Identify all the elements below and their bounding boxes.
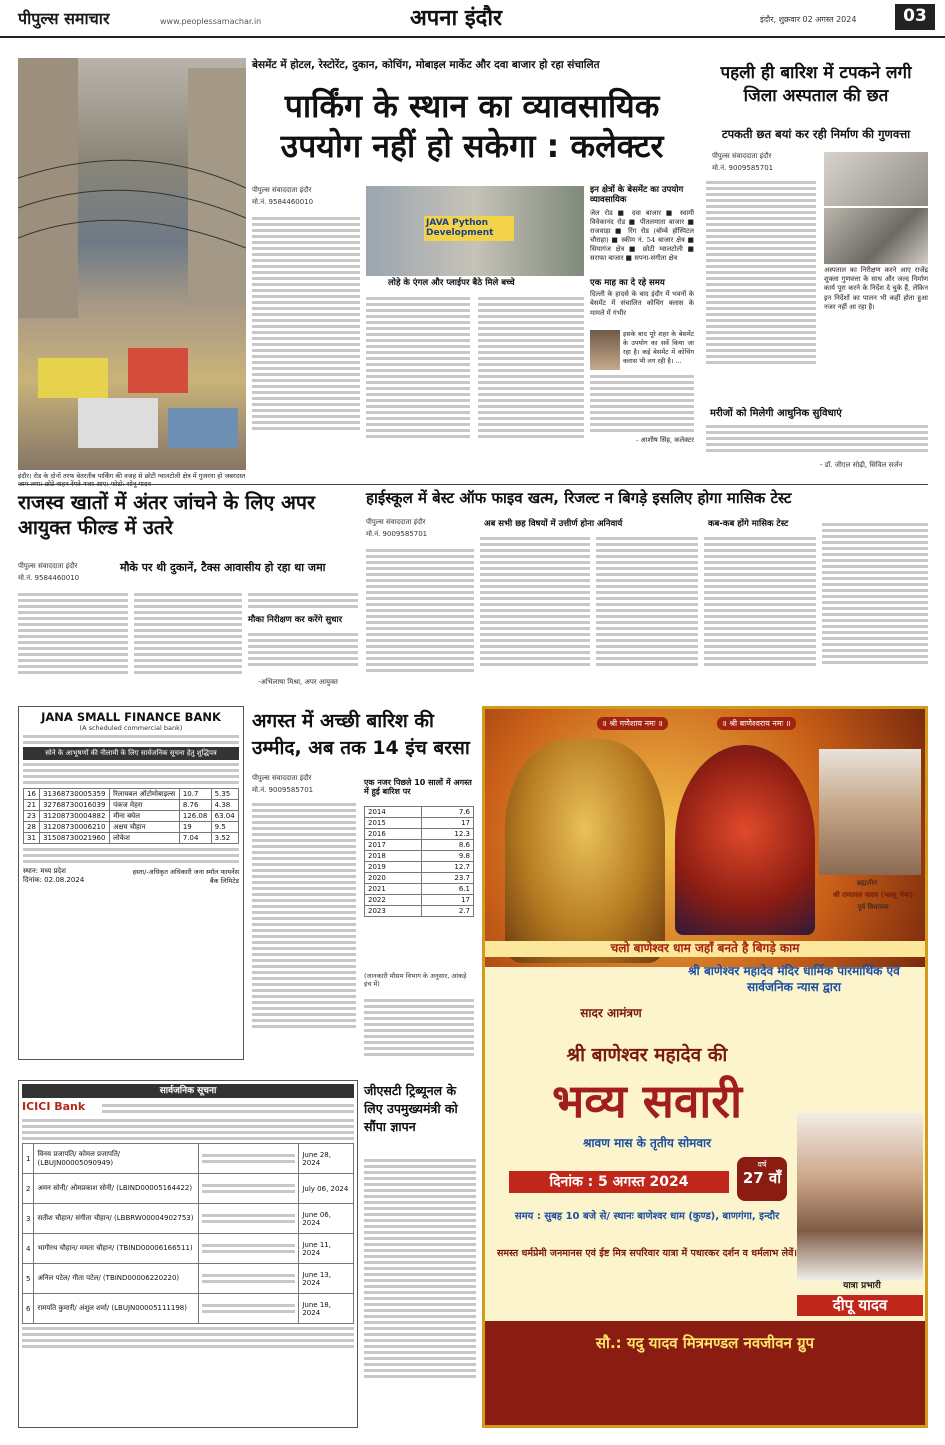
rain-row	[365, 884, 474, 895]
gst-headline: जीएसटी ट्रिब्यूनल के लिए उपमुख्यमंत्री को सौंपा ज्ञापन	[364, 1083, 458, 1135]
collector-quote: इसके बाद पूरे शहर के बेसमेंट के उपयोग का सर्वे किया जा रहा है। कई बेसमेंट में कोचिंग क्लास भी लग रही है। ...	[623, 330, 694, 365]
ad-footer: सौ.: यदु यादव मित्रमण्डल नवजीवन ग्रुप	[485, 1321, 925, 1425]
ad-year-label: वर्ष	[757, 1160, 767, 1169]
icici-address	[102, 1101, 354, 1116]
traffic-photo-caption: इंदौर। रोड के दोनों तरफ बेतरतीब पार्किंग की वजह से छोटी ग्वालटोली क्षेत्र में गुजरना हो जबरदस्त	[18, 472, 246, 480]
collector-photo	[590, 330, 620, 370]
revenue-col1	[18, 590, 128, 688]
top-story-phone: मो.नं. 9584460010	[252, 198, 314, 206]
rain-row	[365, 851, 474, 862]
jana-name: रिलायबल ऑटोमोबाइल्स	[110, 789, 180, 800]
coaching-photo-caption: लोहे के एंगल और प्लाईपर बैठे मिले बच्चे	[388, 278, 515, 288]
sidebar-quote-body	[590, 372, 694, 436]
jana-name: पंकज मेहरा	[110, 800, 180, 811]
revenue-col3-top	[248, 590, 358, 612]
jana-table	[23, 788, 239, 844]
ad-year-badge	[737, 1157, 787, 1201]
icici-footer-text	[22, 1327, 354, 1348]
jana-no: 31	[24, 833, 40, 844]
jana-place: स्थान: मध्य प्रदेश	[23, 867, 66, 876]
icici-property	[199, 1204, 299, 1234]
icici-borrower: भागीरथ चौहान/ ममता चौहान/ (TBIND00006166511)	[34, 1234, 199, 1264]
icici-sno: 1	[23, 1144, 34, 1174]
icici-date: June 18, 2024	[299, 1294, 354, 1324]
school-col1	[366, 546, 474, 700]
rain-value: 8.6	[422, 840, 474, 851]
top-story-col3	[478, 294, 584, 470]
rain-year: 2021	[365, 884, 422, 895]
coaching-photo	[366, 186, 584, 276]
jana-name: अक्षय चौहान	[110, 822, 180, 833]
icici-borrower: सतीश चौहान/ संगीता चौहान/ (LBBRW00004902753)	[34, 1204, 199, 1234]
rain-year: 2023	[365, 906, 422, 917]
revenue-inset-title: मौका निरीक्षण कर करेंगे सुधार	[248, 615, 343, 625]
jana-notice-title: सोने के आभूषणों की नीलामी के लिए सार्वजनिक सूचना हेतु शुद्धिपत्र	[23, 747, 239, 760]
rain-table-title: एक नजर पिछले 10 सालों में अगस्त में हुई बारिश पर	[364, 778, 472, 797]
gst-text	[364, 1156, 476, 1428]
jana-bank-notice	[18, 706, 244, 1060]
revenue-headline: राजस्व खातों में अंतर जांचने के लिए अपर आयुक्त फील्ड में उतरे	[18, 491, 315, 540]
icici-notice	[18, 1080, 358, 1428]
jana-row	[24, 811, 239, 822]
procession-ad	[482, 706, 928, 1428]
rain-value: 7.6	[422, 807, 474, 818]
rain-byline: पीपुल्स संवाददाता इंदौर	[252, 774, 312, 782]
icici-title: सार्वजनिक सूचना	[22, 1084, 354, 1098]
ad-year: 27 वाँ	[742, 1169, 782, 1187]
icici-logo: ICICI Bank	[22, 1100, 86, 1114]
jana-gross: 126.08	[179, 811, 211, 822]
ad-deity-image	[675, 745, 815, 935]
icici-property	[199, 1264, 299, 1294]
separator-1	[18, 484, 928, 485]
icici-sno: 3	[23, 1204, 34, 1234]
revenue-phone: मो.नं. 9584460010	[18, 574, 80, 582]
rain-year: 2019	[365, 862, 422, 873]
traffic-photo	[18, 58, 246, 470]
rain-year: 2014	[365, 807, 422, 818]
icici-row	[23, 1264, 354, 1294]
rain-value: 17	[422, 818, 474, 829]
rain-value: 12.7	[422, 862, 474, 873]
icici-sno: 5	[23, 1264, 34, 1294]
rain-year: 2016	[365, 829, 422, 840]
jana-no: 23	[24, 811, 40, 822]
rain-row	[365, 840, 474, 851]
ad-person1-name: श्री रामलाल यादव (भल्लू भैया)	[832, 891, 914, 899]
rain-row	[365, 807, 474, 818]
ad-title-1: श्री बाणेश्वर महादेव की	[566, 1044, 728, 1066]
jana-row	[24, 789, 239, 800]
top-story-kicker: बेसमेंट में होटल, रेस्टोरेंट, दुकान, कोचिंग, मोबाइल मार्केट और दवा बाजार हो रहा संचालित	[252, 59, 600, 71]
hospital-headline: पहली ही बारिश में टपकने लगी जिला अस्पताल की छत	[720, 63, 912, 106]
rain-year: 2020	[365, 873, 422, 884]
top-story-sidebar	[590, 186, 694, 470]
icici-row	[23, 1144, 354, 1174]
jana-acct: 31368730005359	[40, 789, 110, 800]
jana-date: दिनांक: 02.08.2024	[23, 876, 85, 885]
rain-value: 17	[422, 895, 474, 906]
section-title: अपना इंदौर	[410, 6, 503, 31]
jana-bank-sub: (A scheduled commercial bank)	[79, 724, 183, 733]
ad-title-2: भव्य सवारी	[551, 1074, 743, 1128]
rain-headline: अगस्त में अच्छी बारिश की उम्मीद, अब तक 14 इंच बरसा	[252, 710, 470, 759]
hospital-photo-1	[824, 152, 928, 206]
jana-net: 9.5	[211, 822, 238, 833]
school-col-last	[822, 520, 928, 700]
ad-saadar: सादर आमंत्रण	[580, 1006, 642, 1020]
jana-acct: 32768730016039	[40, 800, 110, 811]
jana-no: 16	[24, 789, 40, 800]
top-story-col2	[366, 294, 470, 470]
ad-invite: समस्त धर्मप्रेमी जनमानस एवं ईष्ट मित्र सपरिवार यात्रा में पधारकर दर्शन व धर्मलाभ लेवें।	[497, 1248, 797, 1259]
icici-property	[199, 1234, 299, 1264]
rain-value: 12.3	[422, 829, 474, 840]
hospital-photo-caption: अस्पताल का निरीक्षण करने आए राजेंद्र शुक्ला गुणवत्ता के साथ और जल्द निर्माण कार्य पूरा करने के निर्देश दे चुके हैं, लेकिन इन निर्देशों का पालन भी कहीं होता हुआ नजर नहीं आ रहा है।	[824, 266, 928, 311]
rain-value: 6.1	[422, 884, 474, 895]
jana-notice-text	[23, 763, 239, 784]
paper-logo: पीपुल्स समाचार	[18, 9, 110, 28]
icici-sno: 2	[23, 1174, 34, 1204]
rain-row	[365, 873, 474, 884]
rain-row	[365, 862, 474, 873]
top-story-byline: पीपुल्स संवाददाता इंदौर	[252, 186, 312, 194]
icici-table	[22, 1143, 354, 1324]
jana-acct: 31508730021960	[40, 833, 110, 844]
jana-sign: हस्ता/-अधिकृत अधिकारी जना स्मॉल फायनेंस बैंक लिमिटेड	[132, 868, 239, 886]
icici-date: June 06, 2024	[299, 1204, 354, 1234]
jana-acct: 31208730006210	[40, 822, 110, 833]
jana-row	[24, 800, 239, 811]
rain-year: 2017	[365, 840, 422, 851]
traffic-scene	[18, 58, 246, 470]
hospital-box-text	[706, 422, 928, 460]
masthead	[0, 0, 945, 38]
rain-table-note: (जानकारी मौसम विभाग के अनुसार, आंकड़े इंच में)	[364, 972, 467, 989]
jana-no: 21	[24, 800, 40, 811]
icici-sno: 4	[23, 1234, 34, 1264]
rain-value: 2.7	[422, 906, 474, 917]
icici-row	[23, 1204, 354, 1234]
hospital-byline: पीपुल्स संवाददाता इंदौर	[712, 152, 772, 160]
rain-value: 9.8	[422, 851, 474, 862]
ad-trust: श्री बाणेश्वर महादेव मंदिर धार्मिक पारमार्थिक एवं सार्वजनिक न्यास द्वारा	[688, 964, 900, 995]
icici-property	[199, 1294, 299, 1324]
sidebar-text: जेल रोड ■ दवा बाजार ■ स्वामी विवेकानंद रोड ■ पीतलमाता बाजार ■ राजवाड़ा ■ रिंग रोड (बॉम्बे हॉस्पिटल चौराहा) ■ स्कीम नं. 54 बाजार क्षेत्र ■ सियागंज क्षेत्र ■ छोटी ग्वालटोली ■ सराफा बाजार ■ सपना-संगीता क्षेत्र	[590, 208, 694, 263]
jana-net: 63.04	[211, 811, 238, 822]
jana-acct: 31208730004882	[40, 811, 110, 822]
icici-date: June 28, 2024	[299, 1144, 354, 1174]
jana-net: 4.38	[211, 800, 238, 811]
icici-date: June 13, 2024	[299, 1264, 354, 1294]
rain-row	[365, 829, 474, 840]
rain-col2	[364, 996, 474, 1076]
school-box2-text	[704, 534, 816, 700]
hospital-phone: मो.नं. 9009585701	[712, 164, 774, 172]
top-story-col1	[252, 214, 360, 470]
rain-row	[365, 818, 474, 829]
rain-col1	[252, 800, 356, 1076]
jana-gross: 7.04	[179, 833, 211, 844]
icici-sno: 6	[23, 1294, 34, 1324]
icici-row	[23, 1234, 354, 1264]
coaching-sign: JAVA Python Development	[424, 216, 514, 241]
rain-row	[365, 906, 474, 917]
rain-phone: मो.नं. 9009585701	[252, 786, 314, 794]
jana-net: 3.52	[211, 833, 238, 844]
ad-invocation-1: ॥ श्री गणेशाय नमः ॥	[597, 717, 668, 730]
hospital-box-author: - डॉ. जीएल सोढ़ी, सिविल सर्जन	[820, 461, 903, 469]
icici-borrower: अमन सोनी/ ओमप्रकाश सोनी/ (LBIND00005164422)	[34, 1174, 199, 1204]
ad-subtitle: श्रावण मास के तृतीय सोमवार	[582, 1136, 712, 1150]
page-number: 03	[895, 4, 935, 30]
jana-gross: 8.76	[179, 800, 211, 811]
dateline: इंदौर, शुक्रवार 02 अगस्त 2024	[760, 15, 857, 24]
school-headline: हाईस्कूल में बेस्ट ऑफ फाइव खत्म, रिजल्ट न बिगड़े इसलिए होगा मासिक टेस्ट	[366, 489, 792, 507]
rain-year: 2022	[365, 895, 422, 906]
rain-year: 2015	[365, 818, 422, 829]
ad-person2-photo	[797, 1113, 923, 1281]
school-byline: पीपुल्स संवाददाता इंदौर	[366, 518, 426, 526]
icici-date: June 11, 2024	[299, 1234, 354, 1264]
ad-incharge-name: दीपू यादव	[797, 1295, 923, 1316]
rain-year: 2018	[365, 851, 422, 862]
sidebar-title: इन क्षेत्रों के बेसमेंट का उपयोग व्यावसायिक	[590, 185, 684, 205]
jana-footer-text	[23, 848, 239, 863]
revenue-subhead: मौके पर थी दुकानें, टैक्स आवासीय हो रहा था जमा	[120, 561, 326, 574]
paper-url[interactable]: www.peoplessamachar.in	[160, 17, 262, 26]
ad-incharge-label: यात्रा प्रभारी	[843, 1281, 881, 1291]
revenue-byline: पीपुल्स संवाददाता इंदौर	[18, 562, 78, 570]
ad-tagline: चलो बाणेश्वर धाम जहाँ बनते है बिगड़े काम	[485, 941, 925, 957]
ad-person1-label: ब्रह्मलीन	[857, 879, 878, 887]
icici-date: July 06, 2024	[299, 1174, 354, 1204]
jana-address	[23, 735, 239, 744]
school-box1-text-a	[480, 534, 590, 700]
revenue-col2	[134, 590, 242, 688]
icici-property	[199, 1144, 299, 1174]
revenue-inset-text	[248, 630, 358, 678]
school-box1-text-b	[596, 534, 698, 700]
jana-row	[24, 833, 239, 844]
icici-borrower: अनिल पटेल/ गीता पटेल/ (TBIND00006220220)	[34, 1264, 199, 1294]
jana-no: 28	[24, 822, 40, 833]
hospital-col1	[706, 178, 816, 400]
hospital-photo-2	[824, 208, 928, 264]
jana-gross: 19	[179, 822, 211, 833]
jana-net: 5.35	[211, 789, 238, 800]
rain-row	[365, 895, 474, 906]
sidebar2-text: दिल्ली के हादसे के बाद इंदौर में भवनों के बेसमेंट में संचालित कोचिंग क्लास के मामले में गंभीर	[590, 290, 694, 317]
jana-name: लोकेश	[110, 833, 180, 844]
jana-bank-name: JANA SMALL FINANCE BANK	[41, 710, 221, 724]
icici-row	[23, 1294, 354, 1324]
collector-quote-author: - आशीष सिंह, कलेक्टर	[636, 436, 694, 445]
ad-person1-title: पूर्व विधायक	[857, 903, 889, 911]
icici-row	[23, 1174, 354, 1204]
icici-borrower: रामपति कुमारी/ अंशुल शर्मा/ (LBUJN00005111198)	[34, 1294, 199, 1324]
jana-name: मीना बघेल	[110, 811, 180, 822]
ad-invocation-2: ॥ श्री बाणेश्वराय नमः ॥	[717, 717, 796, 730]
ad-shiva-image	[505, 739, 665, 963]
ad-person1-photo	[819, 749, 921, 875]
icici-borrower: विनय प्रजापति/ कोमल प्रजापति/ (LBUJN00005090949)	[34, 1144, 199, 1174]
hospital-box-title: मरीजों को मिलेगी आधुनिक सुविधाएं	[710, 408, 842, 419]
jana-row	[24, 822, 239, 833]
revenue-inset-author: -अभिलाषा मिश्रा, अपर आयुक्त	[258, 678, 338, 686]
icici-property	[199, 1174, 299, 1204]
school-box1-title: अब सभी छह विषयों में उत्तीर्ण होना अनिवार्य	[484, 519, 623, 529]
top-story-headline: पार्किंग के स्थान का व्यावसायिक उपयोग नहीं हो सकेगा : कलेक्टर	[280, 87, 664, 165]
ad-date: दिनांक : 5 अगस्त 2024	[509, 1171, 729, 1193]
school-phone: मो.नं. 9009585701	[366, 530, 428, 538]
jana-gross: 10.7	[179, 789, 211, 800]
icici-notice-text	[22, 1119, 354, 1140]
rain-table	[364, 806, 474, 917]
rain-value: 23.7	[422, 873, 474, 884]
school-box2-title: कब-कब होंगे मासिक टेस्ट	[708, 519, 789, 529]
ad-time-place: समय : सुबह 10 बजे से/ स्थानः बाणेश्वर धाम (कुण्ड), बाणगंगा, इन्दौर	[514, 1211, 780, 1222]
hospital-subhead: टपकती छत बयां कर रही निर्माण की गुणवत्ता	[721, 127, 911, 141]
sidebar2-title: एक माह का दे रहे समय	[590, 277, 665, 288]
